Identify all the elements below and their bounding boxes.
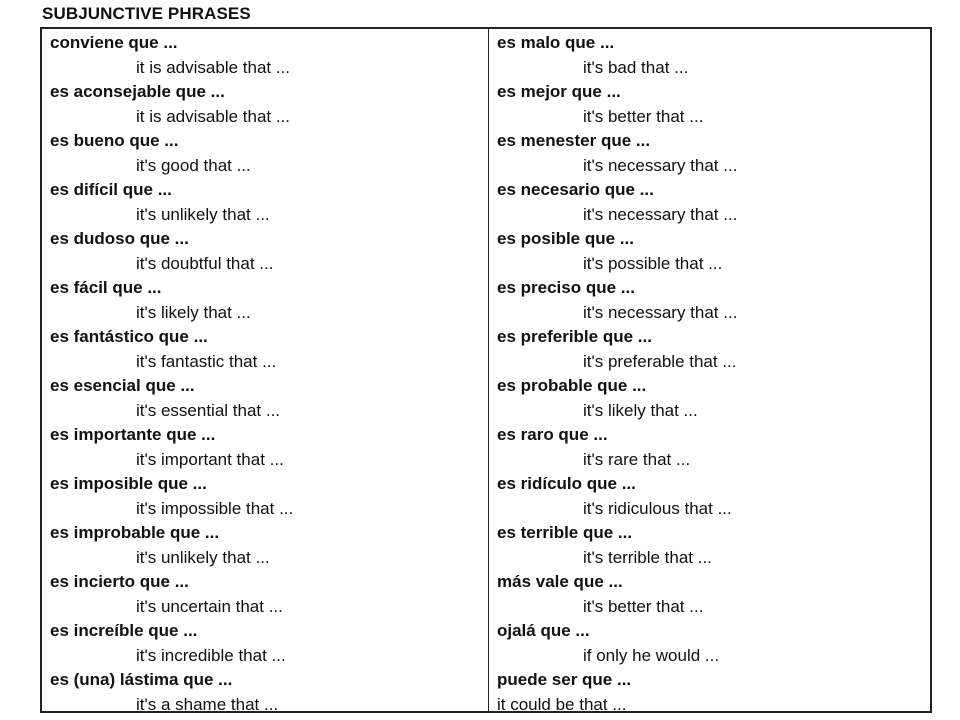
phrase-entry — [42, 423, 488, 472]
spanish-phrase: puede ser que ... — [497, 670, 632, 689]
spanish-phrase: es fácil que ... — [50, 278, 162, 297]
english-meaning: it's better that ... — [583, 106, 704, 126]
english-meaning: it's unlikely that ... — [136, 204, 270, 224]
english-meaning: it's fantastic that ... — [136, 351, 277, 371]
phrase-entry — [42, 227, 488, 276]
english-meaning: it is advisable that ... — [136, 57, 291, 77]
phrase-entry — [42, 80, 488, 129]
phrase-entry — [42, 178, 488, 227]
english-meaning: it's unlikely that ... — [136, 547, 270, 567]
spanish-phrase: es bueno que ... — [50, 131, 179, 150]
english-meaning: it's uncertain that ... — [136, 596, 283, 616]
english-meaning: it's preferable that ... — [583, 351, 737, 371]
phrase-entry — [489, 619, 930, 668]
spanish-phrase: es mejor que ... — [497, 82, 621, 101]
phrase-entry — [489, 178, 930, 227]
spanish-phrase: es posible que ... — [497, 229, 634, 248]
spanish-phrase: es increíble que ... — [50, 621, 198, 640]
english-meaning: it's ridiculous that ... — [583, 498, 732, 518]
phrase-entry — [489, 227, 930, 276]
english-meaning: if only he would ... — [583, 645, 720, 665]
spanish-phrase: es malo que ... — [497, 33, 615, 52]
english-meaning: it's necessary that ... — [583, 204, 738, 224]
english-meaning: it's a shame that ... — [136, 694, 279, 714]
phrase-entry — [42, 374, 488, 423]
spanish-phrase: es preciso que ... — [497, 278, 635, 297]
spanish-phrase: es probable que ... — [497, 376, 647, 395]
phrase-entry — [489, 521, 930, 570]
english-meaning: it's possible that ... — [583, 253, 723, 273]
spanish-phrase: conviene que ... — [50, 33, 178, 52]
spanish-phrase: es ridículo que ... — [497, 474, 636, 493]
english-meaning: it could be that ... — [497, 694, 627, 714]
spanish-phrase: es importante que ... — [50, 425, 216, 444]
english-meaning: it's important that ... — [136, 449, 284, 469]
english-meaning: it's essential that ... — [136, 400, 281, 420]
spanish-phrase: es necesario que ... — [497, 180, 654, 199]
spanish-phrase: es (una) lástima que ... — [50, 670, 233, 689]
phrase-entry — [489, 80, 930, 129]
phrase-entry — [489, 31, 930, 80]
phrase-entry — [42, 325, 488, 374]
phrase-entry — [42, 472, 488, 521]
spanish-phrase: es fantástico que ... — [50, 327, 208, 346]
spanish-phrase: es preferible que ... — [497, 327, 652, 346]
english-meaning: it's likely that ... — [136, 302, 251, 322]
spanish-phrase: es incierto que ... — [50, 572, 189, 591]
phrase-table — [40, 27, 932, 713]
english-meaning: it's bad that ... — [583, 57, 689, 77]
english-meaning: it's incredible that ... — [136, 645, 286, 665]
phrase-entry — [489, 374, 930, 423]
phrase-entry — [489, 472, 930, 521]
phrase-entry — [489, 276, 930, 325]
phrase-entry — [489, 423, 930, 472]
right-column — [489, 29, 930, 714]
phrase-entry — [42, 276, 488, 325]
english-meaning: it's necessary that ... — [583, 302, 738, 322]
spanish-phrase: ojalá que ... — [497, 621, 590, 640]
phrase-entry — [42, 668, 488, 717]
english-meaning: it's terrible that ... — [583, 547, 712, 567]
phrase-entry — [42, 129, 488, 178]
spanish-phrase: es aconsejable que ... — [50, 82, 225, 101]
spanish-phrase: es improbable que ... — [50, 523, 220, 542]
page-title: SUBJUNCTIVE PHRASES — [42, 4, 251, 23]
spanish-phrase: es terrible que ... — [497, 523, 633, 542]
english-meaning: it's doubtful that ... — [136, 253, 274, 273]
phrase-entry — [42, 521, 488, 570]
phrase-entry — [42, 570, 488, 619]
spanish-phrase: es imposible que ... — [50, 474, 207, 493]
phrase-entry — [42, 619, 488, 668]
english-meaning: it's likely that ... — [583, 400, 698, 420]
english-meaning: it is advisable that ... — [136, 106, 291, 126]
spanish-phrase: es raro que ... — [497, 425, 608, 444]
english-meaning: it's better that ... — [583, 596, 704, 616]
phrase-entry — [489, 570, 930, 619]
phrase-entry — [489, 668, 930, 717]
spanish-phrase: es esencial que ... — [50, 376, 195, 395]
english-meaning: it's impossible that ... — [136, 498, 294, 518]
english-meaning: it's rare that ... — [583, 449, 691, 469]
phrase-entry — [489, 325, 930, 374]
left-column — [42, 29, 489, 714]
spanish-phrase: es dudoso que ... — [50, 229, 189, 248]
phrase-entry — [489, 129, 930, 178]
english-meaning: it's necessary that ... — [583, 155, 738, 175]
spanish-phrase: es menester que ... — [497, 131, 651, 150]
phrase-entry — [42, 31, 488, 80]
spanish-phrase: más vale que ... — [497, 572, 623, 591]
english-meaning: it's good that ... — [136, 155, 251, 175]
spanish-phrase: es difícil que ... — [50, 180, 172, 199]
